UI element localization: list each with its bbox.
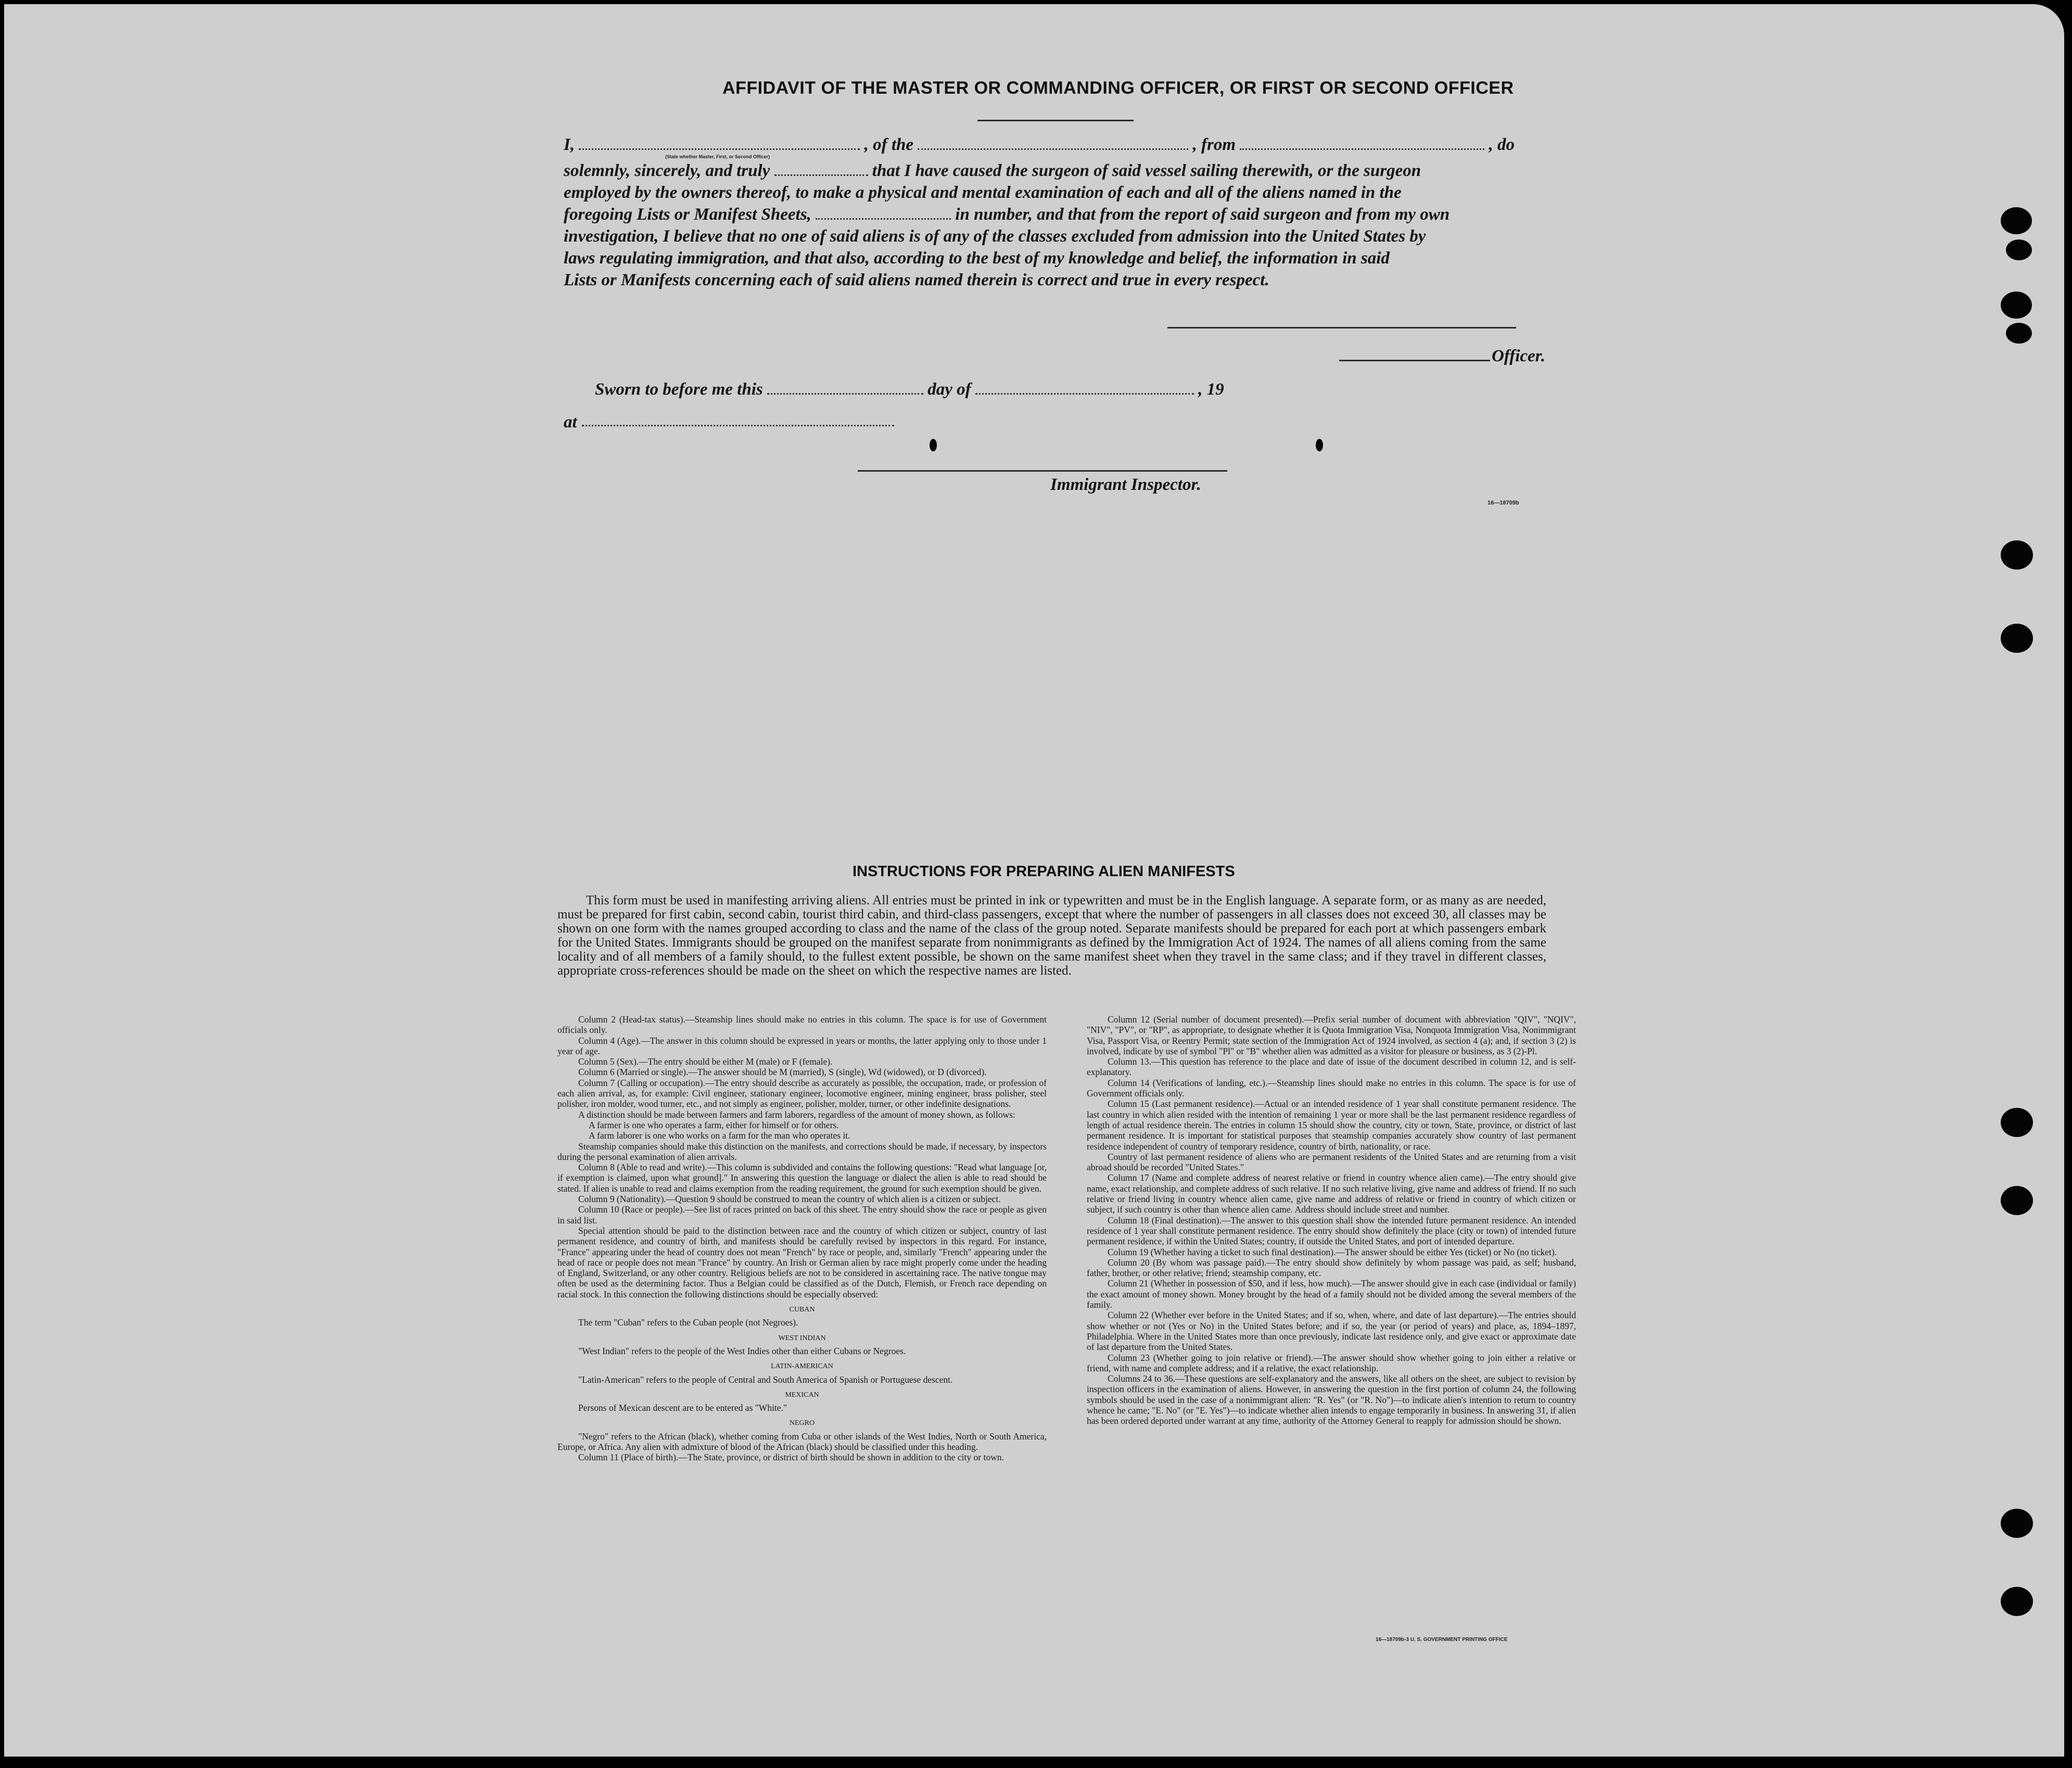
binder-hole: [2001, 1108, 2033, 1137]
instruction-paragraph: Column 18 (Final destination).—The answer to this question shall show the intended future permanent residence. An intended residence of 1 year shall constitute permanent residence. The entry should show definitely the place (city or town) of intended future permanent residence, if within the United States; country, if outside the United States, and port of intended departure.: [1087, 1215, 1576, 1247]
officer-label: Officer.: [1492, 347, 1545, 365]
instruction-paragraph: Column 20 (By whom was passage paid).—The entry should show definitely by whom passage was paid, as self; husband, father, brother, or other relative; friend; steamship company, etc.: [1087, 1257, 1576, 1279]
officer-signature-line[interactable]: [1167, 327, 1516, 329]
line4-start: foregoing Lists or Manifest Sheets,: [564, 205, 811, 224]
instruction-paragraph: Column 19 (Whether having a ticket to such final destination).—The answer should be either Yes (ticket) or No (no ticket).: [1108, 1246, 1557, 1257]
binder-hole: [2001, 1186, 2033, 1215]
binder-hole: [2006, 239, 2032, 260]
instruction-paragraph: Columns 24 to 36.—These questions are self-explanatory and the answers, like all others on the sheet, are subject to revision by inspection officers in the examination of aliens. However, in answering the question in the first portion of column 24, the following symbols should be used in the case of a nonimmigrant alien: "R. Yes" (or "R. No")—to indicate alien's intention to return to country whence he came; "E. No" (or "E. Yes")—to indicate whether alien intends to engage temporarily in business. In answering 31, if alien has been ordered deported under warrant at any time, authority of the Attorney General to reapply for admission should be shown.: [1087, 1373, 1576, 1426]
instruction-paragraph: A farm laborer is one who works on a farm for the man who operates it.: [589, 1130, 850, 1141]
officer-rank-field[interactable]: [579, 139, 860, 150]
title-underline: [977, 120, 1134, 121]
instructions-intro: This form must be used in manifesting arriving aliens. All entries must be printed in ink or typewritten and must be in the English language. A separate form, or as many as are needed, must be prepared for first cabin, second cabin, tourist third cabin, and third-class passengers, except that where the number of passengers in all classes does not exceed 30, all classes may be shown on one form with the names grouped according to class and the name of the class of the group noted. Separate manifests should be prepared for each port at which passengers embark for the United States. Immigrants should be grouped on the manifest separate from nonimmigrants as defined by the Immigration Act of 1924. The names of all aliens coming from the same locality and of all members of a family should, to the fullest extent possible, be shown on the same manifest sheet when they travel in the same class; and if they travel in different classes, appropriate cross-references should be made on the sheet on which the respective names are listed.: [557, 893, 1546, 978]
instruction-paragraph: Column 23 (Whether going to join relative or friend).—The answer should show whether going to join either a relative or friend, with name and complete address; and if a relative, the exact relationship.: [1087, 1352, 1576, 1373]
instruction-paragraph: Column 10 (Race or people).—See list of races printed on back of this sheet. The entry should show the race or people as given in said list.: [557, 1204, 1047, 1226]
line2-rest: that I have caused the surgeon of said vessel sailing therewith, or the surgeon: [872, 161, 1421, 180]
section-heading: NEGRO: [789, 1419, 815, 1428]
instruction-paragraph: A distinction should be made between farmers and farm laborers, regardless of the amount of money shown, as follows:: [578, 1109, 1015, 1120]
instruction-paragraph: Persons of Mexican descent are to be entered as "White.": [578, 1403, 787, 1413]
affidavit-from: , from: [1192, 135, 1236, 154]
inspector-signature-line[interactable]: [858, 470, 1227, 472]
officer-title-line[interactable]: [1339, 360, 1490, 361]
instruction-paragraph: Column 8 (Able to read and write).—This column is subdivided and contains the following questions: "Read what language [or, if exemption is claimed, upon what ground]." In answering this question the language or dialect the alien is able to read should be stated. If alien is unable to read and claims exemption from the reading requirement, the ground for such exemption should be given.: [557, 1162, 1047, 1194]
sworn-line: [595, 380, 1224, 399]
instruction-paragraph: Special attention should be paid to the distinction between race and the country of which citizen or subject, country of last permanent residence, and country of birth, and manifests should be carefully revised by inspectors in this regard. For instance, "France" appearing under the head of country does not mean "French" by race or people, and, similarly "French" appearing under the head of race or people does not mean "France" by country. An Irish or German alien by race might properly come under the heading of England, Switzerland, or any other country. Religious beliefs are not to be considered in ascertaining race. The native tongue may often be used as the determining factor. Thus a Belgian could be classified as of the Dutch, Flemish, or French race depending on racial stock. In this connection the following distinctions should be especially observed:: [557, 1225, 1047, 1299]
affidavit-line-3: employed by the owners thereof, to make a physical and mental examination of each and all of the aliens named in the: [564, 183, 1402, 202]
section-heading: WEST INDIAN: [778, 1334, 826, 1342]
affidavit-line-6: laws regulating immigration, and that also, according to the best of my knowledge and belief, the information in said: [564, 249, 1390, 268]
instruction-paragraph: "Negro" refers to the African (black), whether coming from Cuba or other islands of the West Indies, North or South America, Europe, or Africa. Any alien with admixture of blood of the African (black) should be classified under this heading.: [557, 1431, 1047, 1452]
document-sheet: [4, 4, 2064, 1757]
binder-hole: [2001, 540, 2033, 570]
binder-hole: [2001, 292, 2032, 319]
affidavit-line-1: [564, 135, 1553, 155]
sworn-day-field[interactable]: [767, 384, 923, 395]
inspector-label: Immigrant Inspector.: [1050, 475, 1201, 494]
sheet-count-field[interactable]: [816, 209, 951, 220]
binder-hole: [2001, 1509, 2033, 1538]
instruction-paragraph: Column 6 (Married or single).—The answer should be M (married), S (single), Wd (widowed), or D (divorced).: [578, 1067, 987, 1078]
instruction-paragraph: Column 12 (Serial number of document presented).—Prefix serial number of document with abbreviation "QIV", "NQIV", "NIV", "PV", or "RP", as appropriate, to designate whether it is Quota Immigration Visa, Nonquota Immigration Visa, Nonimmigrant Visa, Passport Visa, or Reentry Permit; state section of the Immigration Act of 1924 involved, as section 4 (a); and, if section 3 (2) is involved, indicate by use of symbol "Pl" or "B" whether alien was admitted as a visitor for pleasure or business, as 3 (2)-Pl.: [1087, 1014, 1576, 1056]
binder-hole: [2001, 624, 2033, 653]
instruction-paragraph: A farmer is one who operates a farm, either for himself or for others.: [589, 1119, 839, 1130]
at-place-field[interactable]: [582, 425, 894, 426]
line4-rest: in number, and that from the report of said surgeon and from my own: [955, 205, 1450, 224]
line2-start: solemnly, sincerely, and truly: [564, 161, 770, 180]
sworn-start: Sworn to before me this: [595, 380, 763, 399]
instruction-paragraph: Column 14 (Verifications of landing, etc.).—Steamship lines should make no entries in this column. The space is for use of Government officials only.: [1087, 1077, 1576, 1099]
sworn-month-field[interactable]: [975, 384, 1194, 395]
instruction-paragraph: Column 11 (Place of birth).—The State, province, or district of birth should be shown in addition to the city or town.: [578, 1452, 1004, 1463]
instructions-left-column: [557, 1014, 1047, 1463]
affidavit-i: I,: [564, 135, 575, 154]
instruction-paragraph: Column 5 (Sex).—The entry should be either M (male) or F (female).: [578, 1056, 833, 1067]
instruction-paragraph: Steamship companies should make this distinction on the manifests, and corrections should be made, if necessary, by inspectors during the personal examination of alien arrivals.: [557, 1141, 1047, 1162]
printing-office-footer: 16—18709b-3 U. S. GOVERNMENT PRINTING OFFICE: [1376, 1637, 1508, 1643]
affidavit-line-7: Lists or Manifests concerning each of said aliens named therein is correct and true in every respect.: [564, 271, 1269, 289]
rank-note: (State whether Master, First, or Second Officer): [665, 154, 770, 159]
instruction-paragraph: The term "Cuban" refers to the Cuban people (not Negroes).: [578, 1317, 798, 1328]
instruction-paragraph: "West Indian" refers to the people of the West Indies other than either Cubans or Negroes.: [578, 1345, 906, 1356]
affidavit-do: , do: [1489, 135, 1515, 154]
instruction-paragraph: Column 21 (Whether in possession of $50, and if less, how much).—The answer should give in each case (individual or family) the exact amount of money shown. Money brought by the head of a family should not be divided among the several members of the family.: [1087, 1278, 1576, 1310]
binder-hole: [2001, 1587, 2033, 1616]
instruction-paragraph: Column 9 (Nationality).—Question 9 should be construed to mean the country of which alien is a citizen or subject.: [578, 1194, 1001, 1205]
affidavit-line-5: investigation, I believe that no one of said aliens is of any of the classes excluded from admission into the United States by: [564, 227, 1426, 246]
instructions-title: INSTRUCTIONS FOR PREPARING ALIEN MANIFESTS: [853, 863, 1235, 880]
binder-hole: [2001, 207, 2032, 234]
binder-hole: [2006, 323, 2032, 344]
section-heading: LATIN-AMERICAN: [771, 1362, 833, 1371]
vessel-name-field[interactable]: [918, 139, 1188, 150]
instruction-paragraph: Column 22 (Whether ever before in the United States; and if so, when, where, and date of last departure).—The entries should show whether or not (Yes or No) in the United States before; and if so, the year (or period of years) and place, as, 1894–1897, Philadelphia. Where in the United States more than once previously, indicate last residence only, and give exact or approximate date of last departure from the United States.: [1087, 1310, 1576, 1353]
instruction-paragraph: Column 17 (Name and complete address of nearest relative or friend in country whence alien came).—The entry should give name, exact relationship, and complete address of such relative. If no such relative living, give name and address of friend. If no such relative or friend living in country whence alien came, give name and address of relative or friend in country of which citizen or subject, if such country is other than whence alien came. Address should include street and number.: [1087, 1172, 1576, 1215]
instruction-paragraph: Column 2 (Head-tax status).—Steamship lines should make no entries in this column. The space is for use of Government officials only.: [557, 1014, 1047, 1035]
punch-mark: [930, 439, 937, 451]
instruction-paragraph: "Latin-American" refers to the people of Central and South America of Spanish or Portuguese descent.: [578, 1374, 953, 1385]
instruction-paragraph: Column 7 (Calling or occupation).—The entry should describe as accurately as possible, the occupation, trade, or profession of each alien arrival, as, for example: Civil engineer, stationary engineer, locomotive engineer, mining engineer, brass polisher, steel polisher, iron molder, wood turner, etc., and not simply as engineer, polisher, molder, turner, or other indefinite designations.: [557, 1077, 1047, 1109]
form-number: 16—18709b: [1488, 500, 1519, 506]
section-heading: MEXICAN: [785, 1391, 819, 1399]
instruction-paragraph: Country of last permanent residence of aliens who are permanent residents of the United States and are returning from a visit abroad should be recorded "United States.": [1087, 1151, 1576, 1173]
affidavit-line-2: [564, 161, 1553, 181]
affidavit-of-the: , of the: [864, 135, 914, 154]
section-heading: CUBAN: [789, 1306, 815, 1314]
affidavit-title: AFFIDAVIT OF THE MASTER OR COMMANDING OFFICER, OR FIRST OR SECOND OFFICER: [722, 78, 1514, 98]
instructions-right-column: [1087, 1014, 1576, 1426]
departure-port-field[interactable]: [1240, 139, 1484, 150]
sworn-day-of: day of: [927, 380, 971, 399]
sworn-year: , 19: [1198, 380, 1224, 399]
at-label: at: [564, 413, 577, 432]
punch-mark: [1316, 439, 1323, 451]
instruction-paragraph: Column 13.—This question has reference to the place and date of issue of the document described in column 12, and is self-explanatory.: [1087, 1056, 1576, 1078]
sworn-date-field[interactable]: [774, 165, 868, 176]
affidavit-line-4: [564, 205, 1553, 224]
instruction-paragraph: Column 4 (Age).—The answer in this column should be expressed in years or months, the latter applying only to those under 1 year of age.: [557, 1035, 1047, 1056]
instruction-paragraph: Column 15 (Last permanent residence).—Actual or an intended residence of 1 year shall constitute permanent residence. The last country in which alien resided with the intention of remaining 1 year or more shall be the last permanent residence regardless of length of actual residence therein. The entries in column 15 should show the country, city or town, State, province, or district of last permanent residence. It is important for statistical purposes that steamship companies accurately show country of last permanent residence independent of country of temporary residence, country of birth, nationality, or race.: [1087, 1098, 1576, 1152]
